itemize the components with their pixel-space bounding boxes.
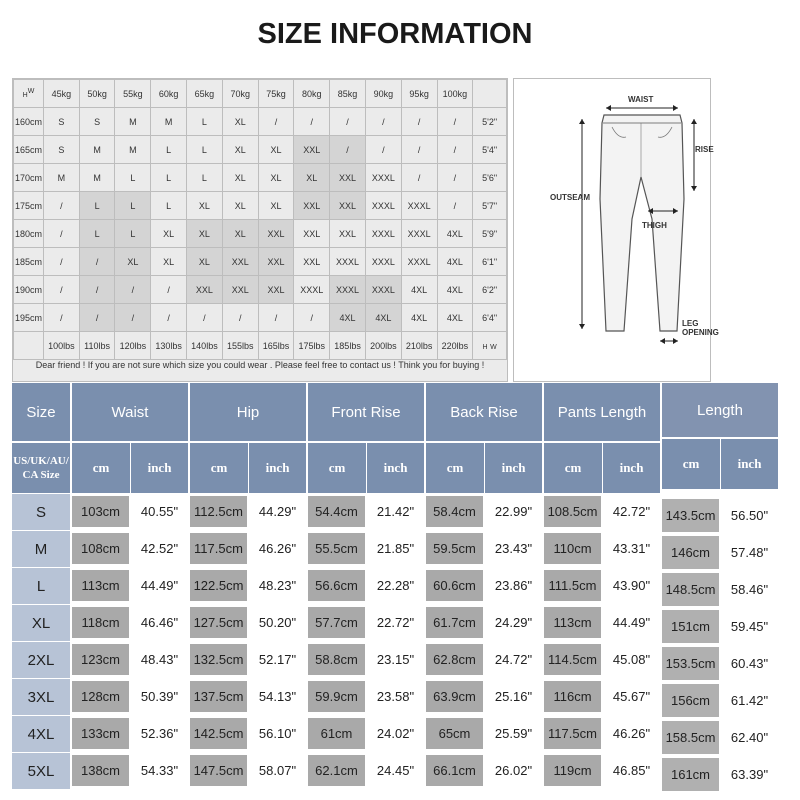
size-recommendation-cell: XXXL [401,220,437,248]
value-inch: 24.45" [367,755,424,786]
weight-lbs-footer: 175lbs [294,332,330,360]
size-recommendation-cell: / [43,276,79,304]
unit-cm-header: cm [426,441,484,493]
size-recommendation-cell: L [115,220,151,248]
size-recommendation-cell: L [115,164,151,192]
value-cm: 103cm [72,496,129,527]
value-inch: 61.42" [721,684,778,717]
value-inch: 44.49" [603,607,660,638]
size-recommendation-cell: XL [222,164,258,192]
value-cm: 63.9cm [426,681,483,712]
size-recommendation-cell: / [401,164,437,192]
size-recommendation-cell: 4XL [437,220,473,248]
value-inch: 46.85" [603,755,660,786]
weight-lbs-footer: 110lbs [79,332,115,360]
value-inch: 62.40" [721,721,778,754]
size-recommendation-cell: XXXL [401,248,437,276]
unit-cm-header: cm [544,441,602,493]
size-recommendation-cell: / [401,136,437,164]
value-inch: 46.46" [131,607,188,638]
size-recommendation-cell: XXL [330,220,366,248]
height-ft-label: 6'4" [473,304,507,332]
value-cm: 119cm [544,755,601,786]
value-inch: 40.55" [131,496,188,527]
unit-inch-header: inch [721,437,778,489]
height-ft-label: 5'9" [473,220,507,248]
value-inch: 63.39" [721,758,778,791]
size-recommendation-cell: / [330,136,366,164]
unit-inch-header: inch [131,441,188,493]
size-recommendation-cell: XL [294,164,330,192]
value-inch: 42.52" [131,533,188,564]
column-header: Waist [72,383,188,441]
size-recommendation-cell: XXXL [365,248,401,276]
value-inch: 56.10" [249,718,306,749]
size-recommendation-cell: M [115,108,151,136]
value-inch: 50.20" [249,607,306,638]
height-cm-label: 180cm [14,220,44,248]
value-inch: 52.17" [249,644,306,675]
height-ft-label: 5'7" [473,192,507,220]
unit-inch-header: inch [249,441,306,493]
size-recommendation-cell: XXL [330,192,366,220]
size-recommendation-cell: / [151,276,187,304]
unit-cm-header: cm [662,437,720,489]
weight-kg-header: 55kg [115,80,151,108]
value-cm: 116cm [544,681,601,712]
size-recommendation-cell: XL [115,248,151,276]
value-cm: 61.7cm [426,607,483,638]
size-recommendation-cell: 4XL [401,276,437,304]
size-recommendation-cell: XL [258,136,294,164]
value-inch: 43.31" [603,533,660,564]
waist-label: WAIST [628,95,654,104]
size-recommendation-cell: / [365,108,401,136]
size-recommendation-cell: / [437,192,473,220]
corner-h: H [22,92,28,99]
value-cm: 114.5cm [544,644,601,675]
size-recommendation-cell: XXXL [294,276,330,304]
height-cm-label: 170cm [14,164,44,192]
value-cm: 161cm [662,758,719,791]
value-cm: 127.5cm [190,607,247,638]
value-inch: 52.36" [131,718,188,749]
size-recommendation-cell: XXXL [330,276,366,304]
value-cm: 142.5cm [190,718,247,749]
size-recommendation-cell: / [401,108,437,136]
size-header: Size [12,383,70,441]
value-inch: 23.15" [367,644,424,675]
height-ft-label: 6'2" [473,276,507,304]
size-recommendation-cell: S [79,108,115,136]
value-cm: 57.7cm [308,607,365,638]
size-recommendation-cell: / [151,304,187,332]
size-label: M [12,530,70,567]
size-recommendation-cell: XXXL [330,248,366,276]
corner-h-bottom: H [482,343,488,351]
value-cm: 62.8cm [426,644,483,675]
weight-lbs-footer: 130lbs [151,332,187,360]
size-recommendation-cell: L [151,136,187,164]
size-recommendation-cell: XXL [222,276,258,304]
value-inch: 45.08" [603,644,660,675]
value-cm: 54.4cm [308,496,365,527]
value-cm: 58.4cm [426,496,483,527]
outseam-label: OUTSEAM [550,193,590,202]
size-recommendation-cell: XL [222,136,258,164]
unit-cm-header: cm [190,441,248,493]
value-cm: 133cm [72,718,129,749]
weight-height-chart [12,78,508,382]
size-recommendation-cell: / [187,304,223,332]
value-cm: 65cm [426,718,483,749]
size-recommendation-cell: L [79,192,115,220]
size-recommendation-cell: XL [258,164,294,192]
size-recommendation-cell: XL [187,220,223,248]
value-inch: 22.72" [367,607,424,638]
size-recommendation-cell: 4XL [437,276,473,304]
corner-cell-bottom [473,332,507,360]
weight-kg-header: 100kg [437,80,473,108]
column-header: Back Rise [426,383,542,441]
size-recommendation-cell: / [43,248,79,276]
size-recommendation-cell: / [79,248,115,276]
size-recommendation-cell: L [115,192,151,220]
size-recommendation-cell: S [43,108,79,136]
value-inch: 57.48" [721,536,778,569]
page-title: SIZE INFORMATION [257,18,533,50]
weight-lbs-footer: 120lbs [115,332,151,360]
value-cm: 61cm [308,718,365,749]
value-inch: 56.50" [721,499,778,532]
column-header: Length [662,383,778,437]
value-inch: 24.29" [485,607,542,638]
weight-lbs-footer: 140lbs [187,332,223,360]
value-cm: 66.1cm [426,755,483,786]
value-inch: 21.42" [367,496,424,527]
size-recommendation-cell: 4XL [401,304,437,332]
value-cm: 137.5cm [190,681,247,712]
value-inch: 44.49" [131,570,188,601]
size-recommendation-cell: / [258,108,294,136]
size-recommendation-cell: XXL [258,220,294,248]
size-recommendation-cell: / [79,304,115,332]
weight-lbs-footer: 220lbs [437,332,473,360]
size-recommendation-cell: L [151,164,187,192]
value-inch: 21.85" [367,533,424,564]
size-recommendation-cell: XL [151,248,187,276]
value-cm: 108.5cm [544,496,601,527]
blank-cell [14,332,44,360]
size-recommendation-cell: XXL [258,276,294,304]
size-recommendation-cell: XXXL [365,192,401,220]
size-recommendation-cell: / [365,136,401,164]
value-inch: 45.67" [603,681,660,712]
size-recommendation-cell: M [79,136,115,164]
value-inch: 26.02" [485,755,542,786]
value-inch: 58.07" [249,755,306,786]
weight-kg-header: 85kg [330,80,366,108]
size-recommendation-cell: XXXL [401,192,437,220]
value-cm: 110cm [544,533,601,564]
size-recommendation-cell: / [43,304,79,332]
weight-lbs-footer: 165lbs [258,332,294,360]
size-recommendation-cell: L [187,136,223,164]
column-header: Front Rise [308,383,424,441]
value-inch: 54.33" [131,755,188,786]
size-recommendation-cell: XL [151,220,187,248]
weight-kg-header: 90kg [365,80,401,108]
value-cm: 153.5cm [662,647,719,680]
size-recommendation-cell: XL [222,108,258,136]
size-recommendation-cell: XXXL [365,164,401,192]
size-recommendation-cell: XXL [294,248,330,276]
weight-lbs-footer: 185lbs [330,332,366,360]
column-header: Hip [190,383,306,441]
size-recommendation-cell: 4XL [330,304,366,332]
size-recommendation-cell: XXL [294,192,330,220]
weight-kg-header: 80kg [294,80,330,108]
value-inch: 25.59" [485,718,542,749]
size-recommendation-cell: L [151,192,187,220]
value-inch: 60.43" [721,647,778,680]
height-cm-label: 185cm [14,248,44,276]
value-inch: 46.26" [249,533,306,564]
size-recommendation-cell: XL [222,192,258,220]
size-recommendation-cell: M [151,108,187,136]
value-inch: 54.13" [249,681,306,712]
size-recommendation-cell: / [437,136,473,164]
value-cm: 55.5cm [308,533,365,564]
value-inch: 58.46" [721,573,778,606]
height-cm-label: 165cm [14,136,44,164]
weight-kg-header: 45kg [43,80,79,108]
value-cm: 156cm [662,684,719,717]
column-header: Pants Length [544,383,660,441]
value-cm: 147.5cm [190,755,247,786]
pants-diagram [513,78,719,382]
corner-cell [14,80,44,108]
value-cm: 60.6cm [426,570,483,601]
chart-note: Dear friend ! If you are not sure which size you could wear . Please feel free to contact us ! Think you for buying ! [35,360,485,370]
size-recommendation-cell: 4XL [437,304,473,332]
size-recommendation-cell: S [43,136,79,164]
height-cm-label: 195cm [14,304,44,332]
height-ft-label: 5'4" [473,136,507,164]
value-cm: 111.5cm [544,570,601,601]
weight-lbs-footer: 210lbs [401,332,437,360]
size-recommendation-cell: / [437,108,473,136]
size-label: 4XL [12,715,70,752]
value-inch: 48.43" [131,644,188,675]
size-recommendation-cell: XL [187,192,223,220]
value-inch: 46.26" [603,718,660,749]
value-cm: 113cm [72,570,129,601]
value-inch: 24.72" [485,644,542,675]
value-cm: 118cm [72,607,129,638]
value-inch: 23.58" [367,681,424,712]
unit-inch-header: inch [603,441,660,493]
size-recommendation-cell: / [43,220,79,248]
value-cm: 123cm [72,644,129,675]
weight-kg-header: 50kg [79,80,115,108]
weight-kg-header: 60kg [151,80,187,108]
weight-kg-header: 65kg [187,80,223,108]
value-cm: 158.5cm [662,721,719,754]
weight-height-grid [13,79,507,360]
unit-inch-header: inch [485,441,542,493]
value-cm: 151cm [662,610,719,643]
size-label: 5XL [12,752,70,789]
value-cm: 132.5cm [190,644,247,675]
corner-w: W [27,88,35,95]
value-cm: 122.5cm [190,570,247,601]
height-ft-label: 5'2" [473,108,507,136]
value-cm: 117.5cm [190,533,247,564]
size-recommendation-cell: XXL [258,248,294,276]
size-label: L [12,567,70,604]
value-inch: 25.16" [485,681,542,712]
value-inch: 42.72" [603,496,660,527]
thigh-label: THIGH [642,221,667,230]
value-cm: 108cm [72,533,129,564]
value-inch: 23.86" [485,570,542,601]
size-label: S [12,493,70,530]
value-cm: 58.8cm [308,644,365,675]
size-recommendation-cell: XXL [187,276,223,304]
height-ft-label: 5'6" [473,164,507,192]
value-cm: 112.5cm [190,496,247,527]
value-cm: 148.5cm [662,573,719,606]
size-recommendation-cell: / [330,108,366,136]
value-cm: 117.5cm [544,718,601,749]
value-inch: 23.43" [485,533,542,564]
value-inch: 50.39" [131,681,188,712]
size-recommendation-cell: XL [258,192,294,220]
size-recommendation-cell: XL [222,220,258,248]
value-cm: 146cm [662,536,719,569]
rise-label: RISE [695,145,714,154]
value-inch: 48.23" [249,570,306,601]
unit-inch-header: inch [367,441,424,493]
size-recommendation-cell: / [43,192,79,220]
height-cm-label: 190cm [14,276,44,304]
size-recommendation-cell: / [258,304,294,332]
height-cm-label: 175cm [14,192,44,220]
value-inch: 22.28" [367,570,424,601]
value-inch: 44.29" [249,496,306,527]
weight-kg-header: 75kg [258,80,294,108]
size-recommendation-cell: / [79,276,115,304]
weight-lbs-footer: 100lbs [43,332,79,360]
value-inch: 43.90" [603,570,660,601]
height-ft-label: 6'1" [473,248,507,276]
size-recommendation-cell: XXXL [365,276,401,304]
size-recommendation-cell: / [115,304,151,332]
leg-opening-label: LEG OPENING [682,319,719,337]
weight-lbs-footer: 200lbs [365,332,401,360]
pants-illustration [514,79,710,381]
value-cm: 113cm [544,607,601,638]
value-inch: 22.99" [485,496,542,527]
size-label: 3XL [12,678,70,715]
value-inch: 59.45" [721,610,778,643]
size-recommendation-cell: / [294,304,330,332]
blank-cell [473,80,507,108]
size-recommendation-cell: XL [187,248,223,276]
size-recommendation-cell: 4XL [365,304,401,332]
weight-kg-header: 95kg [401,80,437,108]
size-recommendation-cell: M [79,164,115,192]
value-cm: 59.5cm [426,533,483,564]
size-recommendation-cell: XXL [294,136,330,164]
size-recommendation-cell: / [294,108,330,136]
size-recommendation-cell: XXL [330,164,366,192]
size-recommendation-cell: L [187,164,223,192]
weight-kg-header: 70kg [222,80,258,108]
size-subheader: US/UK/AU/ CA Size [12,441,70,493]
size-label: 2XL [12,641,70,678]
size-recommendation-cell: / [115,276,151,304]
value-cm: 59.9cm [308,681,365,712]
size-recommendation-cell: XXL [294,220,330,248]
value-cm: 143.5cm [662,499,719,532]
size-label: XL [12,604,70,641]
size-recommendation-cell: M [115,136,151,164]
corner-w-bottom: W [490,343,497,351]
weight-lbs-footer: 155lbs [222,332,258,360]
unit-cm-header: cm [72,441,130,493]
value-inch: 24.02" [367,718,424,749]
size-recommendation-cell: / [222,304,258,332]
size-recommendation-cell: / [437,164,473,192]
value-cm: 128cm [72,681,129,712]
size-recommendation-cell: 4XL [437,248,473,276]
value-cm: 62.1cm [308,755,365,786]
unit-cm-header: cm [308,441,366,493]
size-recommendation-cell: M [43,164,79,192]
value-cm: 138cm [72,755,129,786]
size-recommendation-cell: XXXL [365,220,401,248]
size-recommendation-cell: L [79,220,115,248]
value-cm: 56.6cm [308,570,365,601]
size-recommendation-cell: L [187,108,223,136]
height-cm-label: 160cm [14,108,44,136]
size-recommendation-cell: XXL [222,248,258,276]
